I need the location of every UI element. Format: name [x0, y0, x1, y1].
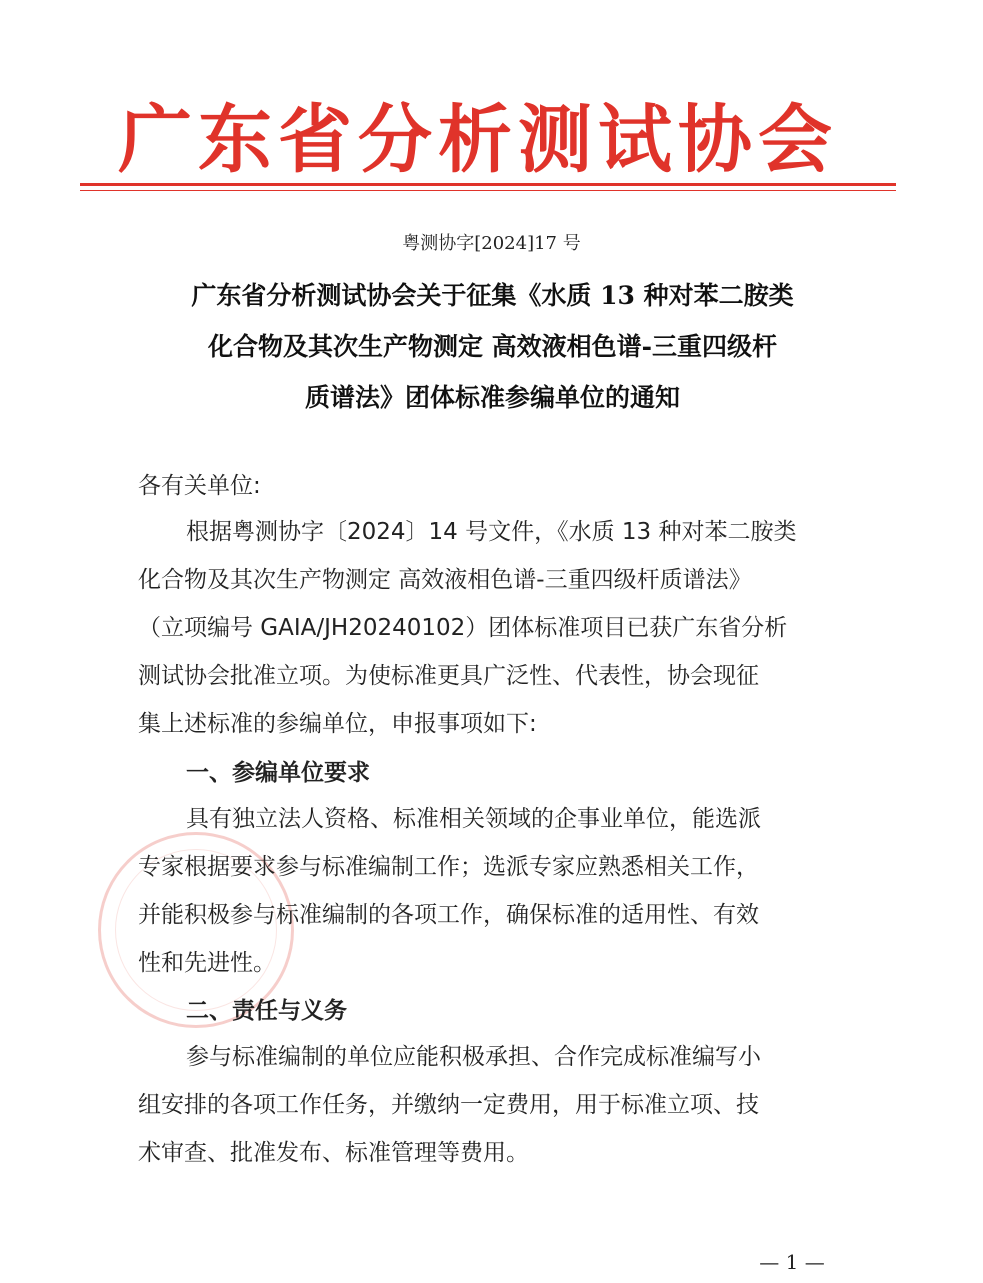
page-number: — 1 — — [759, 1250, 825, 1274]
letterhead-rule-thick — [80, 183, 896, 186]
paragraph-line: 具有独立法人资格、标准相关领域的企事业单位，能选派 — [186, 806, 761, 832]
section-heading-responsibilities — [138, 987, 856, 1035]
responsibilities-paragraph — [138, 1033, 856, 1177]
title-line: 质谱法》团体标准参编单位的通知 — [304, 383, 680, 412]
paragraph-line: 并能积极参与标准编制的各项工作，确保标准的适用性、有效 — [138, 902, 759, 928]
paragraph-line: 化合物及其次生产物测定 高效液相色谱-三重四级杆质谱法》 — [138, 567, 752, 593]
paragraph-line: 术审查、批准发布、标准管理等费用。 — [138, 1140, 529, 1166]
paragraph-line: 测试协会批准立项。为使标准更具广泛性、代表性，协会现征 — [138, 663, 759, 689]
paragraph-line: 组安排的各项工作任务，并缴纳一定费用，用于标准立项、技 — [138, 1092, 759, 1118]
paragraph-line: 根据粤测协字〔2024〕14 号文件，《水质 13 种对苯二胺类 — [186, 519, 797, 545]
title-line: 广东省分析测试协会关于征集《水质 13 种对苯二胺类 — [191, 281, 794, 310]
paragraph-line: 专家根据要求参与标准编制工作；选派专家应熟悉相关工作， — [138, 854, 759, 880]
addressee-text: 各有关单位: — [138, 473, 261, 499]
paragraph-line: （立项编号 GAIA/JH20240102）团体标准项目已获广东省分析 — [138, 615, 788, 641]
section-heading-text: 一、参编单位要求 — [186, 760, 370, 786]
document-number: 粤测协字[2024]17 号 — [402, 233, 581, 254]
paragraph-line: 参与标准编制的单位应能积极承担、合作完成标准编写小 — [186, 1044, 761, 1070]
addressee — [138, 462, 856, 510]
section-heading-text: 二、责任与义务 — [186, 998, 347, 1024]
section-heading-requirements — [138, 749, 856, 797]
intro-paragraph — [138, 508, 856, 748]
letterhead-rule-thin — [80, 190, 896, 191]
paragraph-line: 集上述标准的参编单位，申报事项如下: — [138, 711, 537, 737]
title-line: 化合物及其次生产物测定 高效液相色谱-三重四级杆 — [207, 332, 778, 361]
letterhead-title: 广东省分析测试协会 — [118, 97, 838, 183]
requirements-paragraph — [138, 795, 856, 987]
document-title — [120, 270, 865, 423]
paragraph-line: 性和先进性。 — [138, 950, 276, 976]
